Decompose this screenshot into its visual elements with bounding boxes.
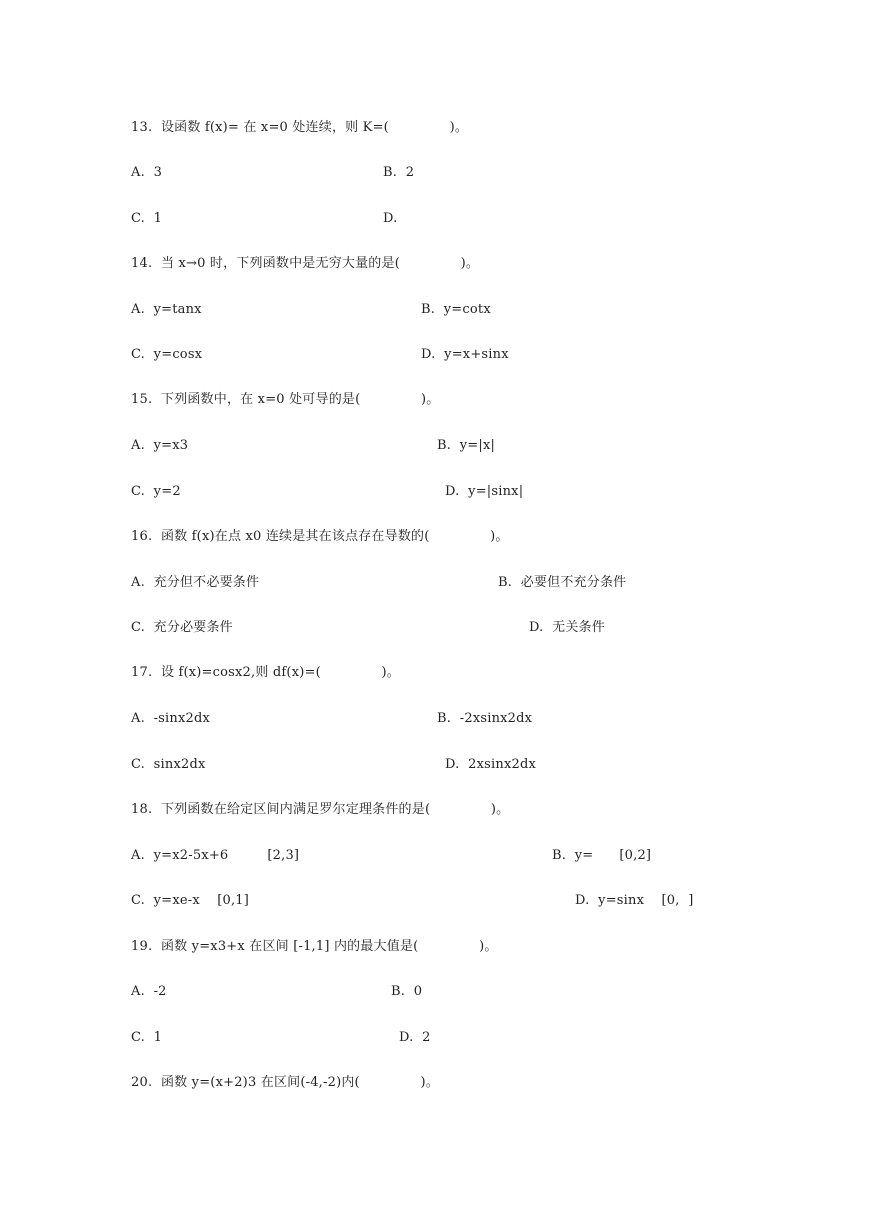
question-18-option-c: C. y=xe-x [0,1]	[131, 893, 250, 908]
question-13-option-d: D.	[383, 211, 398, 226]
question-17-option-b: B. -2xsinx2dx	[437, 711, 533, 726]
question-19-option-b: B. 0	[391, 984, 423, 999]
question-13-option-b: B. 2	[383, 165, 415, 180]
question-17-stem: 17. 设 f(x)=cosx2,则 df(x)=( )。	[131, 665, 400, 680]
question-18-option-d: D. y=sinx [0, ]	[575, 893, 694, 908]
question-16-option-a: A. 充分但不必要条件	[131, 575, 260, 590]
question-15-option-d: D. y=|sinx|	[445, 484, 524, 499]
question-15-option-a: A. y=x3	[131, 438, 189, 453]
question-16-option-d: D. 无关条件	[529, 620, 605, 635]
question-19-option-a: A. -2	[131, 984, 167, 999]
question-18-option-b: B. y= [0,2]	[552, 848, 652, 863]
question-13-stem: 13. 设函数 f(x)= 在 x=0 处连续，则 K=( )。	[131, 120, 469, 135]
question-14-option-d: D. y=x+sinx	[421, 347, 509, 362]
question-16-option-b: B. 必要但不充分条件	[498, 575, 627, 590]
question-14-option-c: C. y=cosx	[131, 347, 203, 362]
question-19-option-d: D. 2	[399, 1030, 431, 1045]
question-19-option-c: C. 1	[131, 1030, 163, 1045]
question-18-option-a: A. y=x2-5x+6 [2,3]	[131, 848, 300, 863]
question-15-option-c: C. y=2	[131, 484, 181, 499]
question-15-stem: 15. 下列函数中，在 x=0 处可导的是( )。	[131, 392, 440, 407]
question-13-option-a: A. 3	[131, 165, 163, 180]
question-15-option-b: B. y=|x|	[437, 438, 496, 453]
question-16-option-c: C. 充分必要条件	[131, 620, 233, 635]
question-16-stem: 16. 函数 f(x)在点 x0 连续是其在该点存在导数的( )。	[131, 529, 509, 544]
question-14-option-b: B. y=cotx	[421, 302, 491, 317]
question-13-option-c: C. 1	[131, 211, 163, 226]
question-18-stem: 18. 下列函数在给定区间内满足罗尔定理条件的是( )。	[131, 802, 510, 817]
question-17-option-c: C. sinx2dx	[131, 757, 206, 772]
question-19-stem: 19. 函数 y=x3+x 在区间 [-1,1] 内的最大值是( )。	[131, 939, 498, 954]
question-14-stem: 14. 当 x→0 时，下列函数中是无穷大量的是( )。	[131, 256, 480, 271]
question-17-option-a: A. -sinx2dx	[131, 711, 211, 726]
question-20-stem: 20. 函数 y=(x+2)3 在区间(-4,-2)内( )。	[131, 1075, 439, 1090]
question-14-option-a: A. y=tanx	[131, 302, 202, 317]
question-17-option-d: D. 2xsinx2dx	[445, 757, 537, 772]
